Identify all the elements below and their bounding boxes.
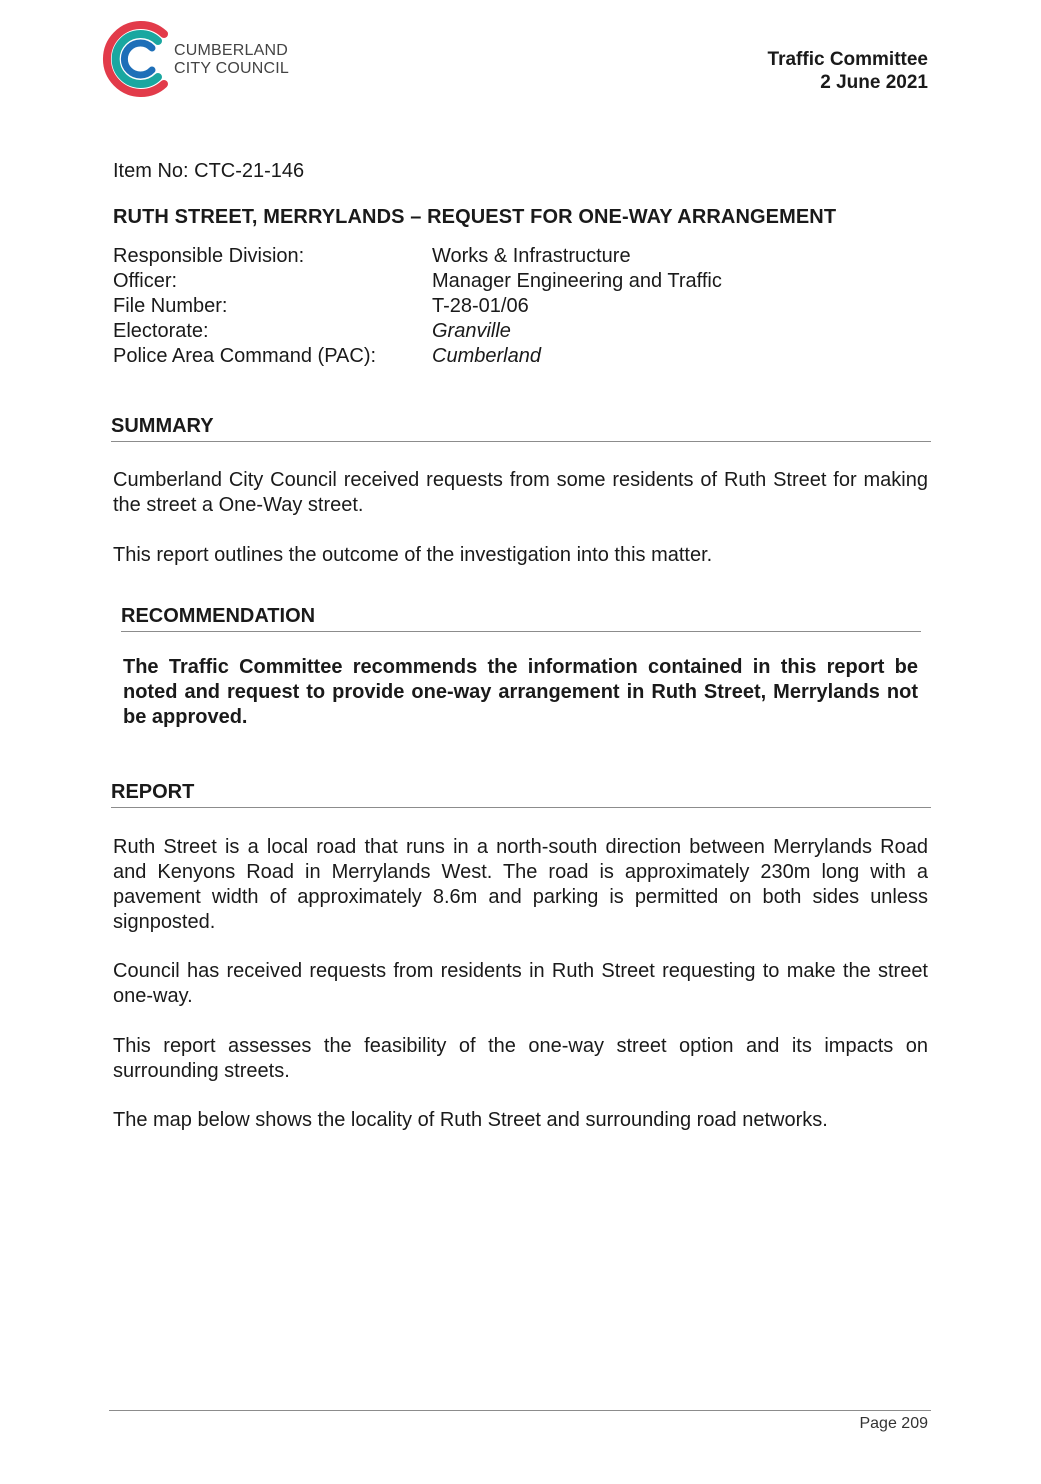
detail-label: Responsible Division: [113, 245, 305, 267]
report-paragraph: The map below shows the locality of Ruth Street and surrounding road networks. [113, 1109, 828, 1131]
footer-divider [109, 1410, 931, 1411]
detail-label: Police Area Command (PAC): [113, 345, 377, 367]
detail-value: Manager Engineering and Traffic [432, 270, 722, 292]
summary-paragraph: Cumberland City Council received requests from some residents of Ruth Street for making the street a One-Way street. [113, 469, 928, 516]
detail-label: File Number: [113, 295, 228, 317]
report-paragraph: This report assesses the feasibility of the one-way street option and its impacts on surrounding streets. [113, 1035, 928, 1082]
detail-row-pac [113, 344, 722, 369]
detail-row-electorate [113, 319, 722, 344]
detail-value: T-28-01/06 [432, 295, 529, 317]
summary-heading: SUMMARY [111, 415, 931, 442]
recommendation-text: The Traffic Committee recommends the information contained in this report be noted and request to provide one-way arrangement in Ruth Street, Merrylands not be approved. [123, 656, 918, 728]
page-number: Page 209 [859, 1415, 928, 1432]
committee-name: Traffic Committee [767, 49, 928, 70]
detail-row-file-number [113, 294, 722, 319]
logo-line-1: CUMBERLAND [174, 42, 289, 59]
report-paragraph: Ruth Street is a local road that runs in a north-south direction between Merrylands Road and Kenyons Road in Merrylands West. The road is approximately 230m long with a pavement width of approximately 8.6m and parking is permitted on both sides unless signposted. [113, 836, 928, 933]
council-logo [100, 18, 300, 100]
meeting-date: 2 June 2021 [820, 72, 928, 93]
report-title: RUTH STREET, MERRYLANDS – REQUEST FOR ONE-WAY ARRANGEMENT [113, 206, 837, 228]
detail-label: Officer: [113, 270, 178, 292]
report-paragraph: Council has received requests from residents in Ruth Street requesting to make the street one-way. [113, 960, 928, 1007]
detail-row-division [113, 244, 722, 269]
detail-value: Works & Infrastructure [432, 245, 631, 267]
detail-label: Electorate: [113, 320, 209, 342]
recommendation-heading: RECOMMENDATION [121, 605, 921, 632]
detail-value: Granville [432, 320, 511, 342]
detail-row-officer [113, 269, 722, 294]
detail-value: Cumberland [432, 345, 541, 367]
logo-line-2: CITY COUNCIL [174, 60, 290, 77]
details-table [113, 244, 722, 369]
report-heading: REPORT [111, 781, 931, 808]
council-logo-icon [100, 18, 172, 100]
item-number: Item No: CTC-21-146 [113, 160, 305, 182]
header-meta [768, 48, 928, 94]
summary-paragraph: This report outlines the outcome of the investigation into this matter. [113, 544, 713, 566]
